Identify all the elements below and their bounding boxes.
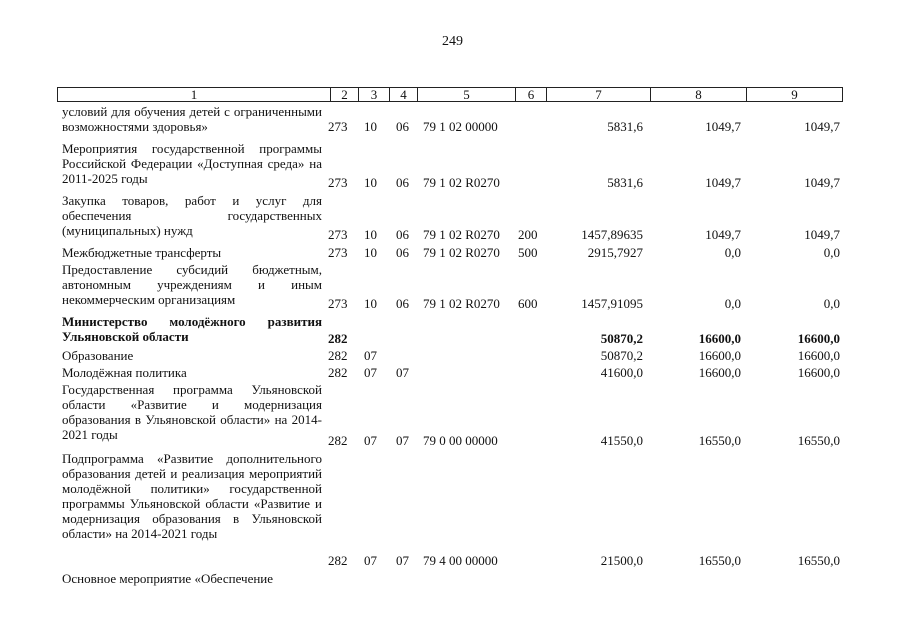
cell-c4: 06 xyxy=(396,119,409,134)
cell-c4: 06 xyxy=(396,227,409,242)
cell-c5: 79 1 02 R0270 xyxy=(423,245,500,260)
cell-c2: 273 xyxy=(328,245,348,260)
cell-c9: 0,0 xyxy=(823,245,840,260)
cell-c2: 273 xyxy=(328,119,348,134)
cell-c7: 2915,7927 xyxy=(587,245,643,260)
cell-c3: 07 xyxy=(364,365,377,380)
cell-c8: 16550,0 xyxy=(698,433,741,448)
row-name: условий для обучения детей с ограниченными возможностями здоровья» xyxy=(62,104,322,134)
row-name: Мероприятия государственной программы Российской Федерации «Доступная среда» на 2011-2025 годы xyxy=(62,141,322,186)
row-name: Закупка товаров, работ и услуг для обеспечения государственных (муниципальных) нужд xyxy=(62,193,322,238)
cell-c3: 10 xyxy=(364,175,377,190)
cell-c7: 41550,0 xyxy=(600,433,643,448)
cell-c6: 500 xyxy=(518,245,538,260)
cell-c7: 5831,6 xyxy=(607,175,643,190)
cell-c2: 282 xyxy=(328,365,348,380)
header-col-1: 1 xyxy=(58,88,331,101)
row-name: Подпрограмма «Развитие дополнительного образования детей и реализация мероприятий молодёжной политики» государственной программы Ульяновской области «Развитие и модернизация образования в Ульяновской области» на 2014-2021 годы xyxy=(62,451,322,541)
header-col-6: 6 xyxy=(516,88,547,101)
cell-c8: 1049,7 xyxy=(705,227,741,242)
cell-c5: 79 1 02 R0270 xyxy=(423,296,500,311)
cell-c9: 0,0 xyxy=(823,296,840,311)
cell-c2: 273 xyxy=(328,175,348,190)
cell-c5: 79 1 02 R0270 xyxy=(423,227,500,242)
header-col-2: 2 xyxy=(331,88,359,101)
row-name: Предоставление субсидий бюджетным, автономным учреждениям и иным некоммерческим организациям xyxy=(62,262,322,307)
header-col-9: 9 xyxy=(791,87,798,102)
cell-c3: 10 xyxy=(364,119,377,134)
cell-c8: 0,0 xyxy=(724,296,741,311)
cell-c8: 16600,0 xyxy=(698,348,741,363)
cell-c7: 50870,2 xyxy=(600,348,643,363)
header-col-4: 4 xyxy=(390,88,418,101)
cell-c3: 07 xyxy=(364,348,377,363)
page-number: 249 xyxy=(442,34,463,49)
cell-c3: 07 xyxy=(364,553,377,568)
cell-c7: 21500,0 xyxy=(600,553,643,568)
cell-c9: 1049,7 xyxy=(804,175,840,190)
cell-c7: 5831,6 xyxy=(607,119,643,134)
row-name: Образование xyxy=(62,348,134,363)
cell-c2: 282 xyxy=(328,553,348,568)
cell-c5: 79 1 02 00000 xyxy=(423,119,498,134)
cell-c4: 06 xyxy=(396,245,409,260)
row-name: Министерство молодёжного развития Ульяновской области xyxy=(62,314,322,344)
cell-c2: 273 xyxy=(328,296,348,311)
cell-c8: 16600,0 xyxy=(698,365,741,380)
cell-c5: 79 0 00 00000 xyxy=(423,433,498,448)
cell-c5: 79 1 02 R0270 xyxy=(423,175,500,190)
cell-c7: 50870,2 xyxy=(600,331,643,346)
cell-c8: 0,0 xyxy=(724,245,741,260)
cell-c4: 06 xyxy=(396,175,409,190)
cell-c2: 282 xyxy=(328,433,348,448)
cell-c7: 1457,91095 xyxy=(581,296,643,311)
cell-c8: 16550,0 xyxy=(698,553,741,568)
cell-c7: 1457,89635 xyxy=(581,227,643,242)
cell-c8: 1049,7 xyxy=(705,175,741,190)
table-header xyxy=(57,87,843,102)
cell-c8: 1049,7 xyxy=(705,119,741,134)
row-name: Молодёжная политика xyxy=(62,365,187,380)
cell-c4: 07 xyxy=(396,365,409,380)
header-col-5: 5 xyxy=(418,88,516,101)
cell-c4: 07 xyxy=(396,433,409,448)
cell-c9: 16600,0 xyxy=(797,365,840,380)
cell-c5: 79 4 00 00000 xyxy=(423,553,498,568)
cell-c9: 1049,7 xyxy=(804,119,840,134)
cell-c4: 07 xyxy=(396,553,409,568)
header-col-7: 7 xyxy=(547,88,651,101)
cell-c8: 16600,0 xyxy=(698,331,741,346)
row-name: Государственная программа Ульяновской области «Развитие и модернизация образования в Ульяновской области» на 2014-2021 годы xyxy=(62,382,322,442)
cell-c2: 273 xyxy=(328,227,348,242)
cell-c4: 06 xyxy=(396,296,409,311)
header-col-8: 8 xyxy=(651,88,747,101)
cell-c9: 16600,0 xyxy=(797,348,840,363)
cell-c3: 10 xyxy=(364,245,377,260)
cell-c3: 07 xyxy=(364,433,377,448)
cell-c9: 1049,7 xyxy=(804,227,840,242)
cell-c2: 282 xyxy=(328,348,348,363)
cell-c6: 200 xyxy=(518,227,538,242)
cell-c9: 16550,0 xyxy=(797,553,840,568)
cell-c3: 10 xyxy=(364,227,377,242)
row-name: Основное мероприятие «Обеспечение xyxy=(62,571,274,586)
header-col-3: 3 xyxy=(359,88,390,101)
row-name: Межбюджетные трансферты xyxy=(62,245,222,260)
cell-c9: 16550,0 xyxy=(797,433,840,448)
cell-c3: 10 xyxy=(364,296,377,311)
cell-c2: 282 xyxy=(328,331,348,346)
cell-c7: 41600,0 xyxy=(600,365,643,380)
cell-c6: 600 xyxy=(518,296,538,311)
cell-c9: 16600,0 xyxy=(797,331,840,346)
